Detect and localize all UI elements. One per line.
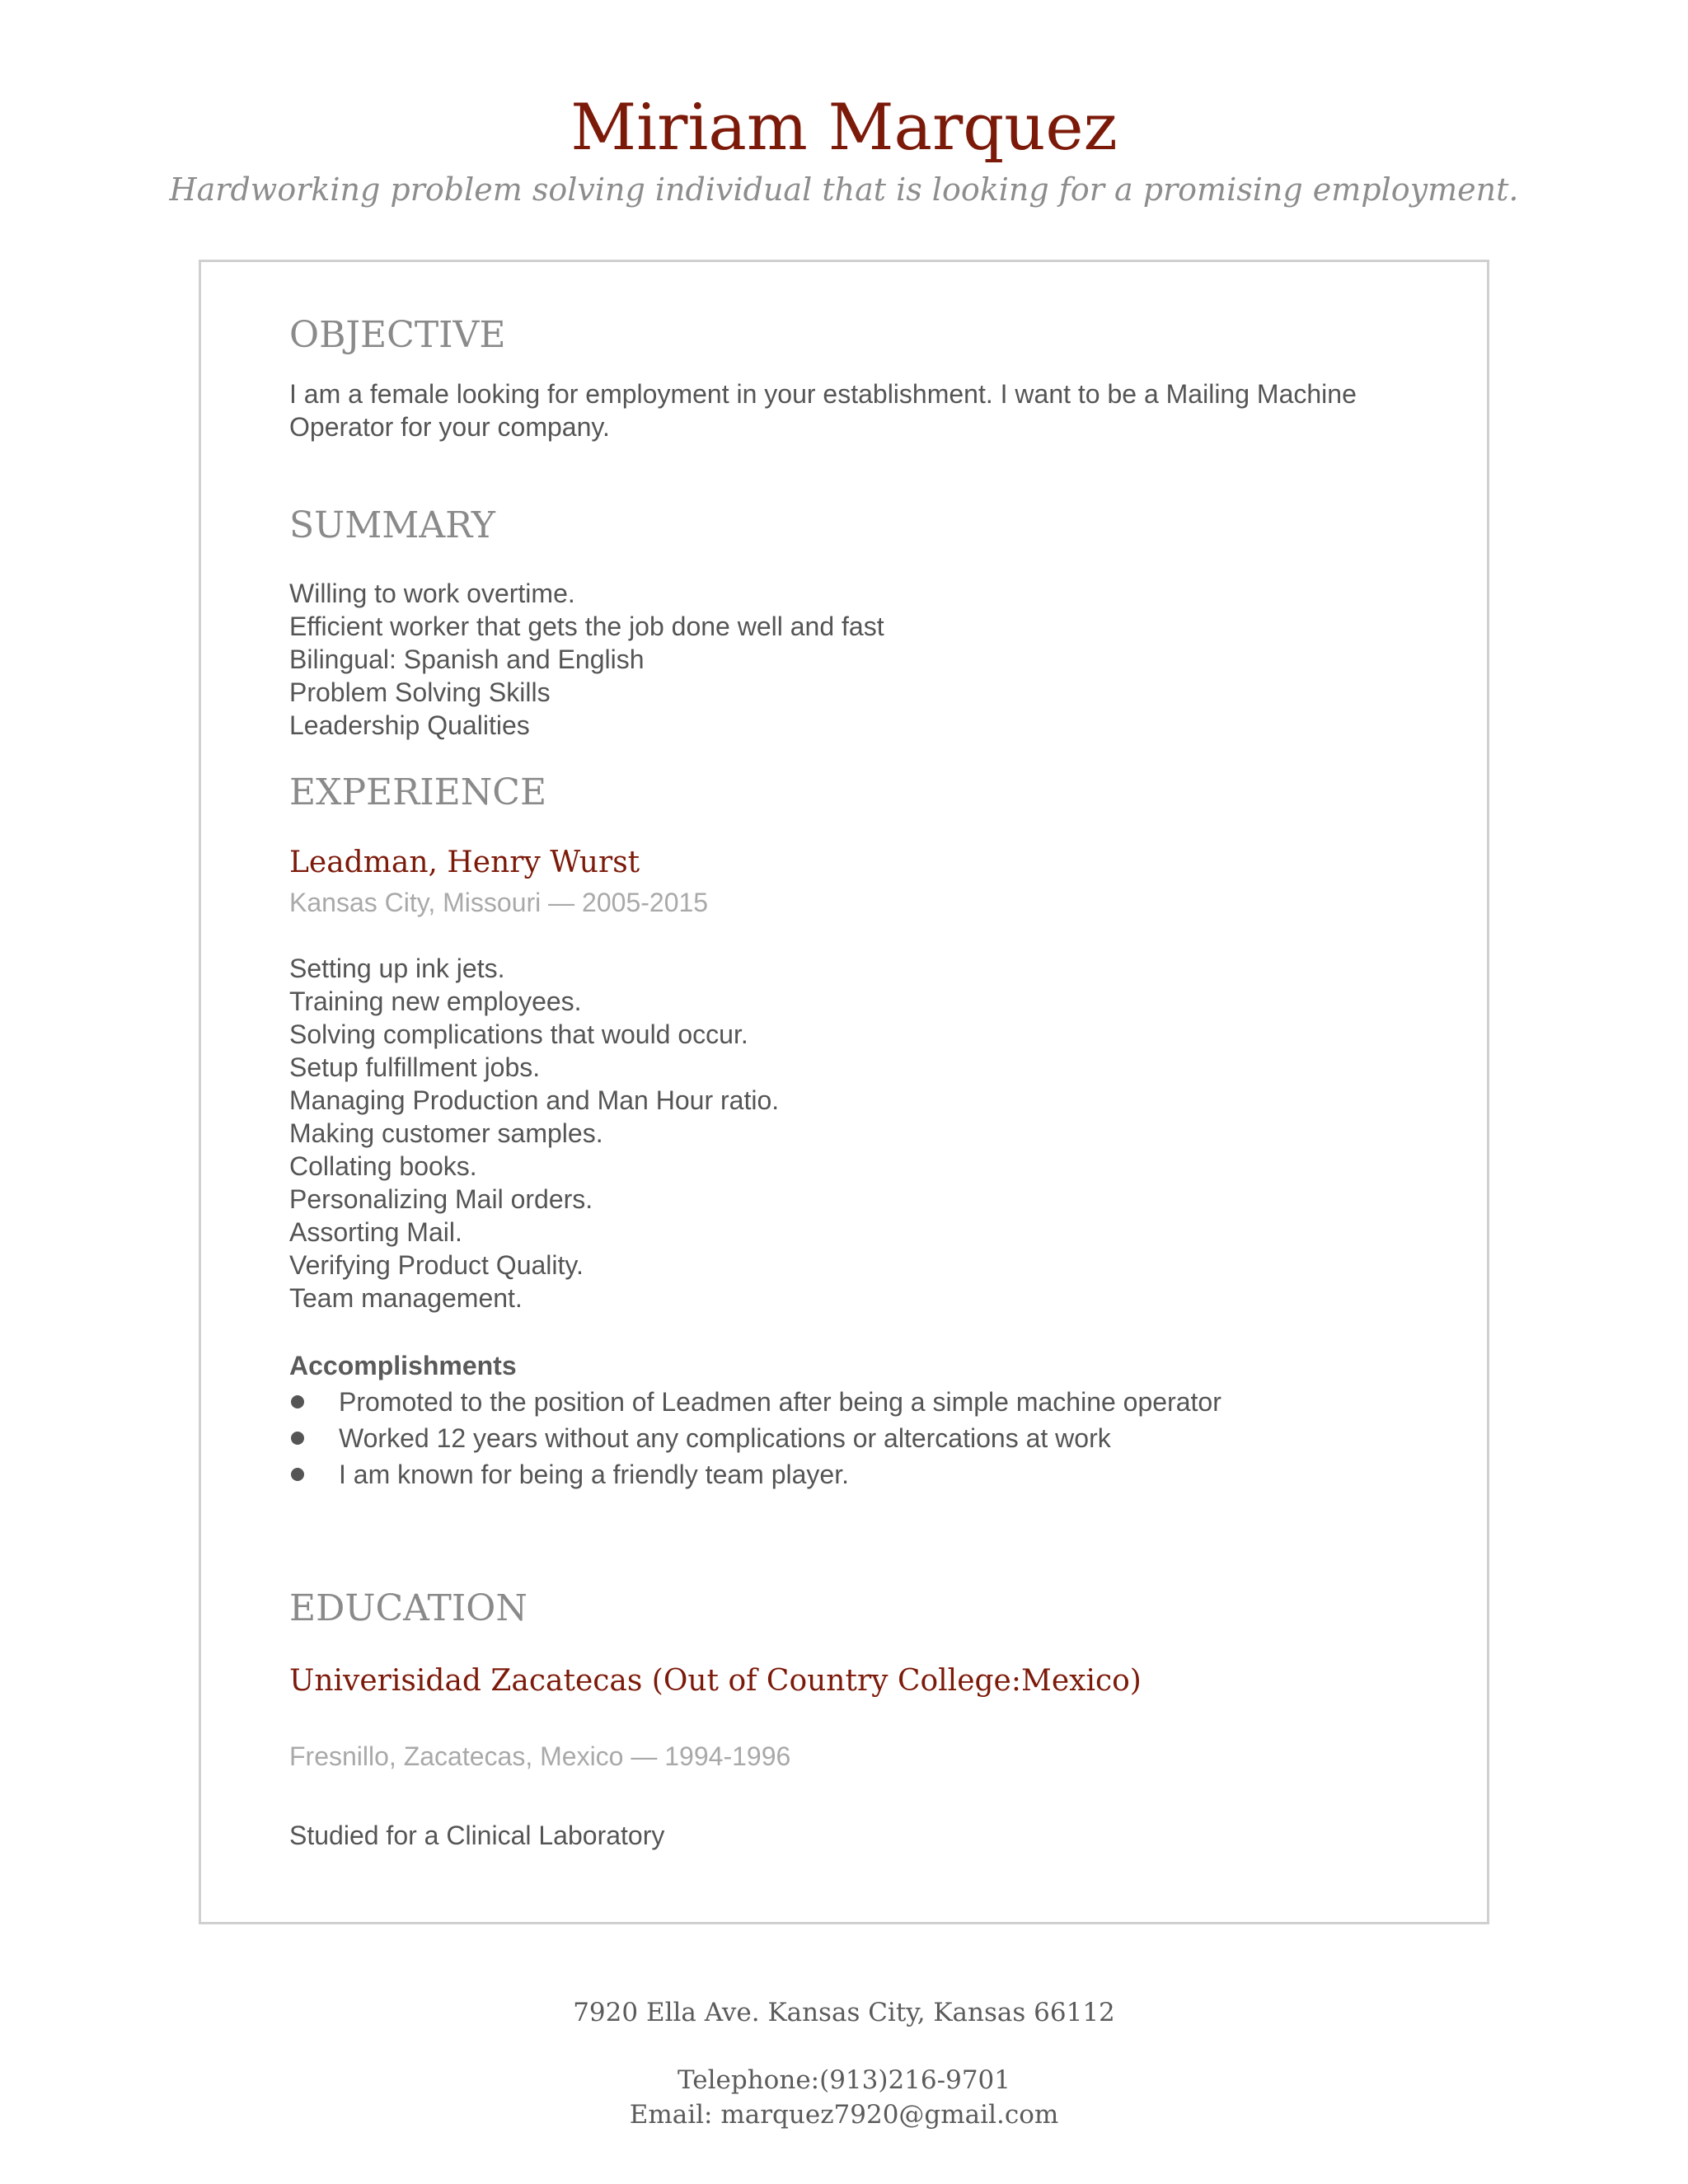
accomplishment-item: I am known for being a friendly team player. <box>289 1456 1221 1493</box>
summary-item: Willing to work overtime. <box>289 579 575 608</box>
footer-email: Email: marquez7920@gmail.com <box>629 2100 1059 2130</box>
education-note: Studied for a Clinical Laboratory <box>289 1821 665 1850</box>
duty-item: Training new employees. <box>289 987 582 1016</box>
summary-item: Bilingual: Spanish and English <box>289 644 645 674</box>
duty-item: Solving complications that would occur. <box>289 1019 748 1049</box>
bullet-icon <box>291 1395 304 1408</box>
duty-item: Managing Production and Man Hour ratio. <box>289 1085 780 1115</box>
objective-heading: OBJECTIVE <box>289 314 506 356</box>
summary-heading: SUMMARY <box>289 504 495 546</box>
duty-item: Verifying Product Quality. <box>289 1250 584 1280</box>
job-title: Leadman, Henry Wurst <box>289 846 640 879</box>
summary-list <box>289 577 884 742</box>
duty-item: Setting up ink jets. <box>289 954 505 983</box>
duty-item: Personalizing Mail orders. <box>289 1184 593 1214</box>
accomplishments-heading: Accomplishments <box>289 1351 517 1380</box>
accomplishment-item: Worked 12 years without any complications or altercations at work <box>289 1420 1221 1456</box>
objective-line-2: Operator for your company. <box>289 412 610 442</box>
duty-item: Setup fulfillment jobs. <box>289 1052 541 1082</box>
experience-heading: EXPERIENCE <box>289 771 547 813</box>
footer-address: 7920 Ella Ave. Kansas City, Kansas 66112 <box>573 1998 1115 2027</box>
candidate-name: Miriam Marquez <box>570 91 1118 166</box>
bullet-icon <box>291 1432 304 1445</box>
school-name: Univerisidad Zacatecas (Out of Country College:Mexico) <box>289 1664 1142 1698</box>
duty-item: Assorting Mail. <box>289 1217 462 1247</box>
education-heading: EDUCATION <box>289 1587 528 1629</box>
bullet-icon <box>291 1468 304 1481</box>
job-meta: Kansas City, Missouri — 2005-2015 <box>289 888 709 917</box>
accomplishment-item: Promoted to the position of Leadmen after being a simple machine operator <box>289 1384 1221 1420</box>
footer-telephone: Telephone:(913)216-9701 <box>678 2065 1010 2095</box>
summary-item: Problem Solving Skills <box>289 677 551 707</box>
duty-item: Collating books. <box>289 1151 477 1181</box>
summary-item: Efficient worker that gets the job done well and fast <box>289 612 884 641</box>
accomplishments-list <box>289 1384 1221 1493</box>
summary-item: Leadership Qualities <box>289 710 530 740</box>
tagline: Hardworking problem solving individual that is looking for a promising employment. <box>169 171 1519 208</box>
school-meta: Fresnillo, Zacatecas, Mexico — 1994-1996 <box>289 1741 791 1771</box>
objective-line-1: I am a female looking for employment in your establishment. I want to be a Mailing Machine <box>289 379 1357 409</box>
duty-item: Making customer samples. <box>289 1118 603 1148</box>
duty-item: Team management. <box>289 1283 523 1313</box>
job-duties <box>289 952 779 1315</box>
